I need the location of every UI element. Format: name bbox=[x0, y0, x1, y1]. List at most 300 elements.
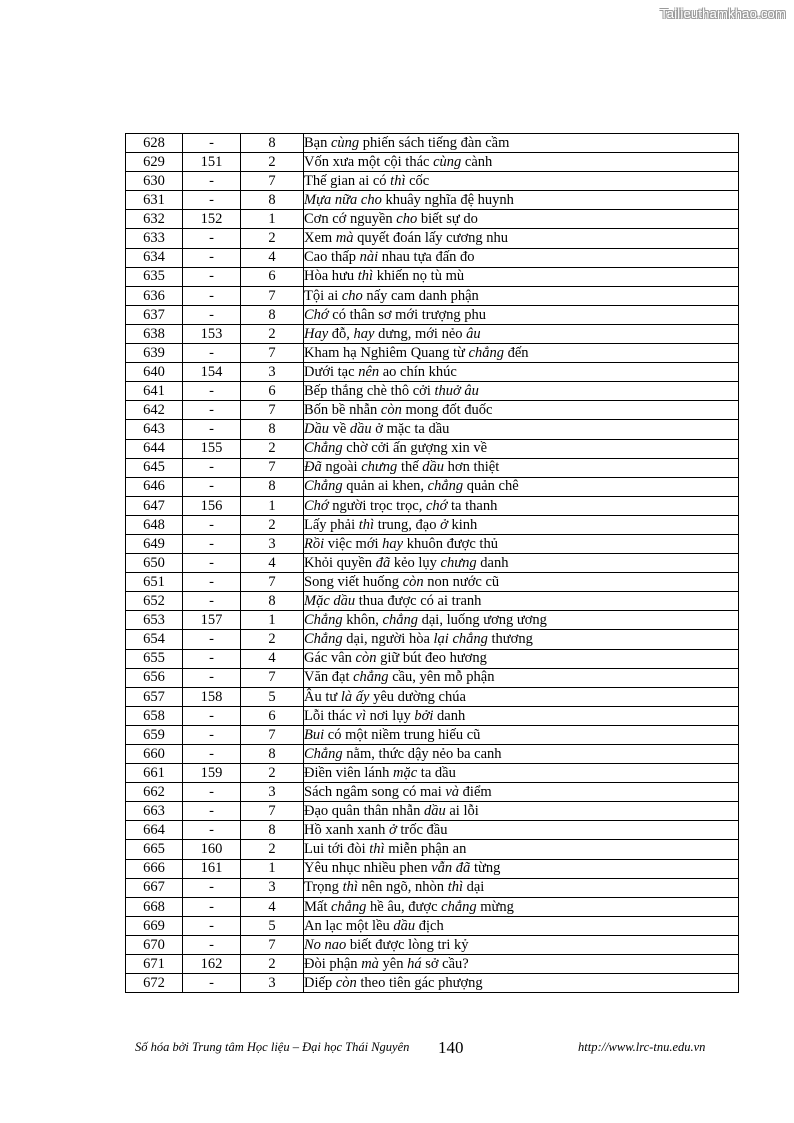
verse-text: dại, luống ương ương bbox=[417, 612, 547, 629]
position-cell: 4 bbox=[241, 248, 304, 267]
verse-number-cell: 662 bbox=[126, 783, 183, 802]
verse-number-cell: 656 bbox=[126, 668, 183, 687]
verse-text: về bbox=[328, 421, 350, 438]
verse-text: Bạn bbox=[304, 134, 331, 151]
page-cell: - bbox=[183, 267, 241, 286]
verse-text-cell bbox=[304, 153, 739, 172]
emphasized-word: còn bbox=[355, 650, 377, 667]
table-row bbox=[126, 725, 739, 744]
page-cell: - bbox=[183, 649, 241, 668]
verse-text: Lấy phải bbox=[304, 516, 359, 533]
verse-number-cell: 649 bbox=[126, 534, 183, 553]
page-cell: - bbox=[183, 172, 241, 191]
verse-text: dại bbox=[463, 879, 485, 896]
verse-text: danh bbox=[476, 554, 509, 571]
verse-text-cell bbox=[304, 764, 739, 783]
position-cell: 3 bbox=[241, 363, 304, 382]
table-row bbox=[126, 859, 739, 878]
verse-text-cell bbox=[304, 611, 739, 630]
page-number: 140 bbox=[438, 1038, 464, 1057]
verse-text-cell bbox=[304, 229, 739, 248]
emphasized-word: há bbox=[407, 955, 422, 972]
verse-text: chờ cởi ấn gượng xin về bbox=[342, 440, 488, 457]
emphasized-word: Chẳng bbox=[304, 631, 343, 648]
verse-text: yên bbox=[378, 955, 408, 972]
verse-text: quản chê bbox=[463, 478, 519, 495]
verse-number-cell: 641 bbox=[126, 382, 183, 401]
table-row bbox=[126, 134, 739, 153]
emphasized-word: chẳng bbox=[382, 612, 418, 629]
page-cell: - bbox=[183, 458, 241, 477]
page-cell: - bbox=[183, 477, 241, 496]
table-row bbox=[126, 324, 739, 343]
emphasized-word: thì bbox=[447, 879, 463, 896]
position-cell: 8 bbox=[241, 477, 304, 496]
verse-text: Vốn xưa một cội thác bbox=[304, 153, 434, 170]
verse-text-cell bbox=[304, 706, 739, 725]
table-row bbox=[126, 477, 739, 496]
emphasized-word: Chẳng bbox=[304, 478, 343, 495]
verse-text: nên ngõ, nhòn bbox=[357, 879, 448, 896]
verse-text: Hòa hưu bbox=[304, 268, 358, 285]
emphasized-word: Chớ bbox=[304, 497, 329, 514]
verse-text-cell bbox=[304, 859, 739, 878]
verse-text-cell bbox=[304, 172, 739, 191]
table-row bbox=[126, 630, 739, 649]
position-cell: 2 bbox=[241, 229, 304, 248]
verse-text-cell bbox=[304, 687, 739, 706]
verse-text-cell bbox=[304, 630, 739, 649]
position-cell: 3 bbox=[241, 534, 304, 553]
verse-number-cell: 653 bbox=[126, 611, 183, 630]
emphasized-word: Bui bbox=[304, 726, 325, 743]
verse-text: thương bbox=[487, 631, 533, 648]
verse-number-cell: 631 bbox=[126, 191, 183, 210]
emphasized-word: Hay bbox=[304, 325, 329, 342]
emphasized-word: dầu bbox=[424, 803, 446, 820]
verse-text: việc mới bbox=[324, 535, 383, 552]
emphasized-word: dầu bbox=[422, 459, 445, 476]
table-row bbox=[126, 821, 739, 840]
table-row bbox=[126, 706, 739, 725]
verse-text: Gác vân bbox=[304, 650, 356, 667]
table-row bbox=[126, 229, 739, 248]
position-cell: 3 bbox=[241, 974, 304, 993]
verse-number-cell: 667 bbox=[126, 878, 183, 897]
position-cell: 2 bbox=[241, 630, 304, 649]
verse-text: cành bbox=[461, 153, 493, 170]
verse-text-cell bbox=[304, 649, 739, 668]
verse-text: Yêu nhục nhiều phen bbox=[304, 860, 432, 877]
verse-text: Cao thấp bbox=[304, 249, 360, 266]
table-row bbox=[126, 554, 739, 573]
emphasized-word: thì bbox=[357, 268, 374, 285]
position-cell: 2 bbox=[241, 515, 304, 534]
page-cell: - bbox=[183, 935, 241, 954]
page-cell: 151 bbox=[183, 153, 241, 172]
emphasized-word: hay bbox=[353, 325, 375, 342]
verse-text: sở cầu? bbox=[421, 955, 469, 972]
page-cell: - bbox=[183, 248, 241, 267]
page-cell: - bbox=[183, 668, 241, 687]
verse-text-cell bbox=[304, 592, 739, 611]
verse-text-cell bbox=[304, 134, 739, 153]
verse-text: Mất bbox=[304, 898, 331, 915]
verse-text-cell bbox=[304, 439, 739, 458]
verse-text: ao chín khúc bbox=[379, 363, 457, 380]
verse-text-cell bbox=[304, 420, 739, 439]
verse-text: khuây nghĩa đệ huynh bbox=[381, 192, 514, 209]
verse-number-cell: 668 bbox=[126, 897, 183, 916]
verse-text: cầu, yên mỗ phận bbox=[388, 669, 495, 686]
position-cell: 2 bbox=[241, 840, 304, 859]
emphasized-word: âu bbox=[466, 325, 481, 342]
page-cell: - bbox=[183, 592, 241, 611]
verse-number-cell: 654 bbox=[126, 630, 183, 649]
verse-number-cell: 671 bbox=[126, 955, 183, 974]
emphasized-word: thì bbox=[342, 879, 358, 896]
verse-number-cell: 639 bbox=[126, 344, 183, 363]
page-cell: - bbox=[183, 802, 241, 821]
position-cell: 4 bbox=[241, 554, 304, 573]
table-row bbox=[126, 439, 739, 458]
verse-text: có thân sơ mới trượng phu bbox=[328, 306, 486, 323]
verse-text-cell bbox=[304, 248, 739, 267]
verse-text: khuôn được thủ bbox=[403, 535, 498, 552]
verse-number-cell: 659 bbox=[126, 725, 183, 744]
emphasized-word: Chớ bbox=[304, 306, 329, 323]
page-cell: 154 bbox=[183, 363, 241, 382]
verse-text-cell bbox=[304, 477, 739, 496]
emphasized-word: dầu bbox=[349, 421, 372, 438]
table-row bbox=[126, 344, 739, 363]
verse-text: nấy cam danh phận bbox=[362, 287, 479, 304]
verse-text-cell bbox=[304, 191, 739, 210]
position-cell: 7 bbox=[241, 725, 304, 744]
footer-url[interactable]: http://www.lrc-tnu.edu.vn bbox=[578, 1040, 706, 1054]
emphasized-word: thì bbox=[369, 841, 385, 858]
emphasized-word: cho bbox=[341, 287, 363, 304]
emphasized-word: ở bbox=[440, 516, 448, 533]
verse-text: Văn đạt bbox=[304, 669, 354, 686]
verse-text: dại, người hòa bbox=[342, 631, 434, 648]
position-cell: 6 bbox=[241, 706, 304, 725]
verse-number-cell: 663 bbox=[126, 802, 183, 821]
verse-text: mừng bbox=[476, 898, 514, 915]
verse-text: đỗ, bbox=[328, 325, 354, 342]
position-cell: 7 bbox=[241, 286, 304, 305]
emphasized-word: Chẳng bbox=[304, 612, 343, 629]
page-cell: 160 bbox=[183, 840, 241, 859]
page-cell: - bbox=[183, 897, 241, 916]
emphasized-word: và bbox=[445, 783, 460, 800]
position-cell: 5 bbox=[241, 916, 304, 935]
verse-number-cell: 634 bbox=[126, 248, 183, 267]
position-cell: 1 bbox=[241, 210, 304, 229]
verse-text-cell bbox=[304, 382, 739, 401]
verse-text: ta dầu bbox=[417, 764, 456, 781]
verse-text: thua được có ai tranh bbox=[355, 593, 482, 610]
emphasized-word: thì bbox=[358, 516, 375, 533]
page-cell: - bbox=[183, 286, 241, 305]
page-cell: - bbox=[183, 134, 241, 153]
verse-text: theo tiên gác phượng bbox=[356, 974, 483, 991]
page-cell: - bbox=[183, 382, 241, 401]
position-cell: 2 bbox=[241, 439, 304, 458]
verse-text: Âu tư bbox=[304, 688, 341, 705]
verse-text: thế bbox=[397, 459, 423, 476]
verse-text: miễn phận an bbox=[384, 841, 467, 858]
page-cell: - bbox=[183, 401, 241, 420]
emphasized-word: Mặc dầu bbox=[304, 593, 356, 610]
verse-text-cell bbox=[304, 210, 739, 229]
verse-text: Cơn cớ nguyền bbox=[304, 211, 397, 228]
table-row bbox=[126, 573, 739, 592]
verse-text-cell bbox=[304, 802, 739, 821]
table-row bbox=[126, 974, 739, 993]
page-cell: - bbox=[183, 974, 241, 993]
position-cell: 4 bbox=[241, 649, 304, 668]
table-row bbox=[126, 363, 739, 382]
page-cell: 152 bbox=[183, 210, 241, 229]
verse-text: Tội ai bbox=[304, 287, 342, 304]
page-cell: - bbox=[183, 783, 241, 802]
verse-text: nằm, thức dậy nẻo ba canh bbox=[342, 745, 502, 762]
verse-text: Diếp bbox=[304, 974, 336, 991]
verse-text: đến bbox=[503, 344, 529, 361]
verse-number-cell: 652 bbox=[126, 592, 183, 611]
verse-number-cell: 647 bbox=[126, 496, 183, 515]
verse-text: Kham hạ Nghiêm Quang từ bbox=[304, 344, 469, 361]
watermark: Tailieuthamkhao.com bbox=[660, 6, 786, 21]
emphasized-word: cùng bbox=[433, 153, 462, 170]
verse-text: dưng, mới nẻo bbox=[374, 325, 467, 342]
emphasized-word: Chẳng bbox=[304, 745, 343, 762]
table-row bbox=[126, 745, 739, 764]
position-cell: 2 bbox=[241, 955, 304, 974]
verse-text: Song viết huống bbox=[304, 573, 403, 590]
verse-text: Bếp thắng chè thô cởi bbox=[304, 383, 435, 400]
footer-credit: Số hóa bởi Trung tâm Học liệu – Đại học Thái Nguyên bbox=[135, 1040, 410, 1054]
emphasized-word: No nao bbox=[304, 936, 347, 953]
table-row bbox=[126, 515, 739, 534]
verse-number-cell: 638 bbox=[126, 324, 183, 343]
verse-text: địch bbox=[415, 917, 444, 934]
verse-text-cell bbox=[304, 745, 739, 764]
page-cell: - bbox=[183, 878, 241, 897]
verse-text: Lỗi thác bbox=[304, 707, 356, 724]
verse-text-cell bbox=[304, 496, 739, 515]
page-cell: - bbox=[183, 573, 241, 592]
verse-text: từng bbox=[470, 860, 501, 877]
table-row bbox=[126, 783, 739, 802]
emphasized-word: chẳng bbox=[441, 898, 477, 915]
verse-text: Dưới tạc bbox=[304, 363, 359, 380]
verse-text-cell bbox=[304, 668, 739, 687]
verse-text-cell bbox=[304, 821, 739, 840]
emphasized-word: thuở âu bbox=[434, 383, 479, 400]
table-row bbox=[126, 897, 739, 916]
verse-text: kẻo lụy bbox=[390, 554, 441, 571]
table-row bbox=[126, 534, 739, 553]
page-cell: - bbox=[183, 534, 241, 553]
emphasized-word: Mựa nữa cho bbox=[304, 192, 382, 209]
emphasized-word: ở bbox=[388, 822, 397, 839]
emphasized-word: chẳng bbox=[330, 898, 367, 915]
verse-number-cell: 664 bbox=[126, 821, 183, 840]
emphasized-word: nên bbox=[358, 363, 380, 380]
emphasized-word: chưng bbox=[440, 554, 477, 571]
position-cell: 2 bbox=[241, 324, 304, 343]
emphasized-word: chẳng bbox=[468, 344, 504, 361]
verse-number-cell: 650 bbox=[126, 554, 183, 573]
verse-text: cốc bbox=[405, 172, 430, 189]
verse-table-body bbox=[126, 134, 739, 993]
verse-text: có một niềm trung hiếu cũ bbox=[324, 726, 481, 743]
verse-number-cell: 645 bbox=[126, 458, 183, 477]
table-row bbox=[126, 687, 739, 706]
table-row bbox=[126, 458, 739, 477]
page-cell: - bbox=[183, 916, 241, 935]
verse-text: Thế gian ai có bbox=[304, 172, 391, 189]
position-cell: 4 bbox=[241, 897, 304, 916]
page-cell: - bbox=[183, 191, 241, 210]
table-row bbox=[126, 191, 739, 210]
verse-number-cell: 655 bbox=[126, 649, 183, 668]
table-row bbox=[126, 382, 739, 401]
verse-text: nơi lụy bbox=[366, 707, 415, 724]
emphasized-word: bởi bbox=[414, 707, 434, 724]
verse-text: Bốn bề nhẫn bbox=[304, 402, 381, 419]
position-cell: 7 bbox=[241, 344, 304, 363]
table-row bbox=[126, 840, 739, 859]
table-row bbox=[126, 496, 739, 515]
verse-number-cell: 643 bbox=[126, 420, 183, 439]
table-row bbox=[126, 668, 739, 687]
page-cell: 161 bbox=[183, 859, 241, 878]
position-cell: 7 bbox=[241, 458, 304, 477]
emphasized-word: là ấy bbox=[340, 688, 370, 705]
table-row bbox=[126, 649, 739, 668]
verse-text: khôn, bbox=[342, 612, 383, 629]
emphasized-word: Đã bbox=[304, 459, 322, 476]
verse-text: An lạc một lều bbox=[304, 917, 394, 934]
position-cell: 6 bbox=[241, 382, 304, 401]
verse-text: nhau tựa đấn đo bbox=[378, 249, 475, 266]
verse-text: biết được lòng tri kỷ bbox=[346, 936, 469, 953]
emphasized-word: đã bbox=[375, 554, 391, 571]
page-cell: 153 bbox=[183, 324, 241, 343]
verse-number-cell: 636 bbox=[126, 286, 183, 305]
verse-number-cell: 642 bbox=[126, 401, 183, 420]
verse-number-cell: 644 bbox=[126, 439, 183, 458]
position-cell: 7 bbox=[241, 172, 304, 191]
emphasized-word: thì bbox=[390, 172, 406, 189]
table-row bbox=[126, 764, 739, 783]
verse-text: quyết đoán lấy cương nhu bbox=[353, 230, 508, 247]
verse-text-cell bbox=[304, 974, 739, 993]
page-cell: - bbox=[183, 515, 241, 534]
verse-text-cell bbox=[304, 324, 739, 343]
verse-text: phiến sách tiếng đàn cầm bbox=[359, 134, 510, 151]
verse-text-cell bbox=[304, 286, 739, 305]
verse-text-cell bbox=[304, 267, 739, 286]
verse-number-cell: 633 bbox=[126, 229, 183, 248]
emphasized-word: vì bbox=[355, 707, 367, 724]
verse-number-cell: 666 bbox=[126, 859, 183, 878]
page-cell: - bbox=[183, 229, 241, 248]
verse-number-cell: 660 bbox=[126, 745, 183, 764]
table-row bbox=[126, 916, 739, 935]
emphasized-word: còn bbox=[402, 573, 424, 590]
position-cell: 8 bbox=[241, 191, 304, 210]
verse-text-cell bbox=[304, 458, 739, 477]
verse-text: trốc đầu bbox=[396, 822, 448, 839]
table-row bbox=[126, 248, 739, 267]
verse-text: trung, đạo bbox=[374, 516, 441, 533]
position-cell: 2 bbox=[241, 153, 304, 172]
table-row bbox=[126, 401, 739, 420]
page-cell: 156 bbox=[183, 496, 241, 515]
position-cell: 1 bbox=[241, 859, 304, 878]
emphasized-word: cùng bbox=[330, 134, 360, 151]
verse-number-cell: 658 bbox=[126, 706, 183, 725]
position-cell: 8 bbox=[241, 420, 304, 439]
table-row bbox=[126, 611, 739, 630]
page-cell: - bbox=[183, 630, 241, 649]
verse-text: ngoài bbox=[321, 459, 362, 476]
verse-number-cell: 670 bbox=[126, 935, 183, 954]
verse-number-cell: 635 bbox=[126, 267, 183, 286]
position-cell: 8 bbox=[241, 821, 304, 840]
emphasized-word: mặc bbox=[393, 764, 418, 781]
position-cell: 7 bbox=[241, 668, 304, 687]
position-cell: 3 bbox=[241, 878, 304, 897]
page-cell: 157 bbox=[183, 611, 241, 630]
page-cell: - bbox=[183, 554, 241, 573]
verse-number-cell: 648 bbox=[126, 515, 183, 534]
emphasized-word: mà bbox=[361, 955, 379, 972]
verse-text-cell bbox=[304, 401, 739, 420]
emphasized-word: còn bbox=[380, 402, 402, 419]
verse-text-cell bbox=[304, 897, 739, 916]
verse-text-cell bbox=[304, 916, 739, 935]
emphasized-word: còn bbox=[335, 974, 357, 991]
verse-number-cell: 628 bbox=[126, 134, 183, 153]
verse-text: giữ bút đeo hương bbox=[376, 650, 487, 667]
verse-text: yêu dường chúa bbox=[369, 688, 466, 705]
table-row bbox=[126, 935, 739, 954]
emphasized-word: chẳng bbox=[427, 478, 464, 495]
verse-text: Sách ngâm song có mai bbox=[304, 783, 446, 800]
position-cell: 5 bbox=[241, 687, 304, 706]
emphasized-word: lại chẳng bbox=[433, 631, 488, 648]
verse-text-cell bbox=[304, 363, 739, 382]
verse-text: ta thanh bbox=[447, 497, 498, 514]
position-cell: 1 bbox=[241, 496, 304, 515]
verse-number-cell: 657 bbox=[126, 687, 183, 706]
verse-number-cell: 632 bbox=[126, 210, 183, 229]
table-row bbox=[126, 878, 739, 897]
verse-text: ai lỗi bbox=[445, 803, 479, 820]
position-cell: 7 bbox=[241, 935, 304, 954]
verse-number-cell: 665 bbox=[126, 840, 183, 859]
position-cell: 7 bbox=[241, 573, 304, 592]
verse-number-cell: 646 bbox=[126, 477, 183, 496]
table-row bbox=[126, 955, 739, 974]
verse-text: danh bbox=[433, 707, 466, 724]
verse-text-cell bbox=[304, 554, 739, 573]
